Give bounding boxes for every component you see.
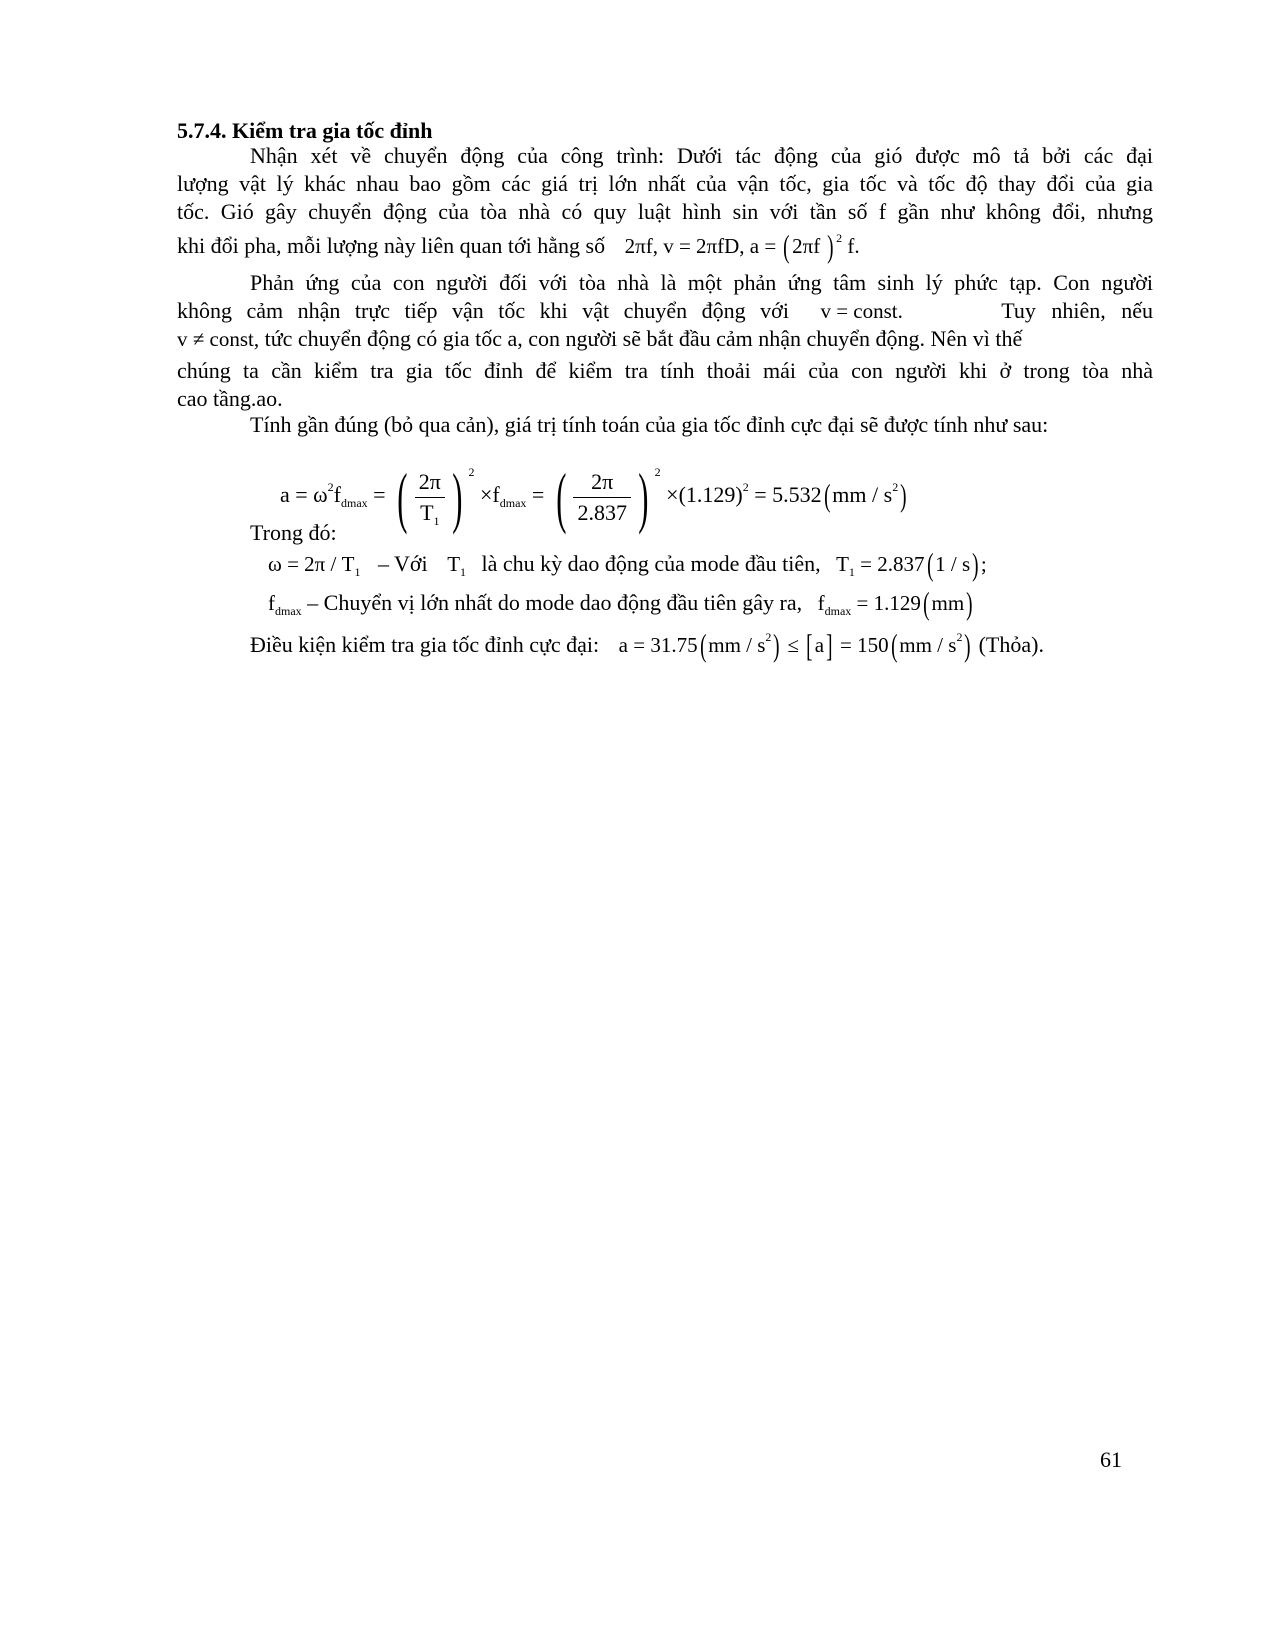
where-label: Trong đó:: [250, 520, 337, 545]
check-condition: Điều kiện kiểm tra gia tốc đỉnh cực đại: a = 31.75( mm / $s^2$) ≤ [ a] = 150( mm / $s^2$) (Thỏa).: [250, 627, 1044, 663]
paragraph-line: Nhận xét về chuyển động của công trình: Dưới tác động của gió được mô tả bởi các đại: [250, 143, 1153, 168]
paragraph-line: tốc. Gió gây chuyển động của tòa nhà có quy luật hình sin với tần số f gần như không đổi, nhưng: [177, 199, 1153, 224]
paragraph-text: tức chuyển động có gia tốc a, con người sẽ bắt đầu cảm nhận chuyển động. Nên vì thế: [264, 326, 1023, 351]
paragraph-text: không cảm nhận trực tiếp vận tốc khi vật chuyển động với: [177, 298, 789, 323]
fraction: $\frac{2\pi}{2.837}$: [573, 469, 631, 526]
paragraph-text: Tuy nhiên, nếu: [1001, 298, 1153, 323]
paragraph-line-with-formula: [177, 326, 1022, 352]
paragraph-line-with-formula: [177, 298, 1153, 324]
paragraph-text: khi đổi pha, mỗi lượng này liên quan tới hằng số: [177, 233, 606, 258]
paragraph-line-with-formula: [177, 228, 860, 264]
inline-formula: 2πf, v = 2πfD, a = ( 2πf ) $^2$ f.: [624, 228, 860, 264]
definition-omega: $\omega = 2\pi / T_1$ – Với $T_1$ là chu kỳ dao động của mode đầu tiên, $T_1 = 2.837$( 1 / s) ;: [268, 546, 987, 582]
inline-formula: v = const.: [820, 299, 903, 323]
paragraph-line: cao tầng.ao.: [177, 386, 283, 411]
paragraph-line: Phản ứng của con người đối với tòa nhà là một phản ứng tâm sinh lý phức tạp. Con người: [250, 270, 1153, 295]
fraction: $\frac{2\pi}{T_1}$: [415, 469, 445, 526]
page-number: 61: [1100, 1447, 1122, 1472]
inline-formula: v ≠ const,: [177, 327, 260, 351]
paragraph-line: chúng ta cần kiểm tra gia tốc đỉnh để kiểm tra tính thoải mái của con người khi ở trong tòa nhà: [177, 358, 1153, 383]
paragraph-line: Tính gần đúng (bỏ qua cản), giá trị tính toán của gia tốc đỉnh cực đại sẽ được tính như sau:: [250, 412, 1049, 437]
section-heading: 5.7.4. Kiểm tra gia tốc đỉnh: [177, 118, 433, 143]
paragraph-line: lượng vật lý khác nhau bao gồm các giá trị lớn nhất của vận tốc, gia tốc và tốc độ thay đổi của gia: [177, 171, 1153, 196]
peak-acceleration-formula: $a = \omega^2f_{dmax}$ = ( $\frac{2\pi}{T_1}$ ) $^2 \times f_{dmax}$ = ( $\frac{2\pi}{2.837}$ ) $^2 \times(1.129)^2 = 5.532(mm / s^2)$: [280, 459, 907, 535]
definition-fdmax: $f_{dmax}$ – Chuyển vị lớn nhất do mode dao động đầu tiên gây ra, $f_{dmax} = 1.129$( mm): [268, 585, 973, 621]
